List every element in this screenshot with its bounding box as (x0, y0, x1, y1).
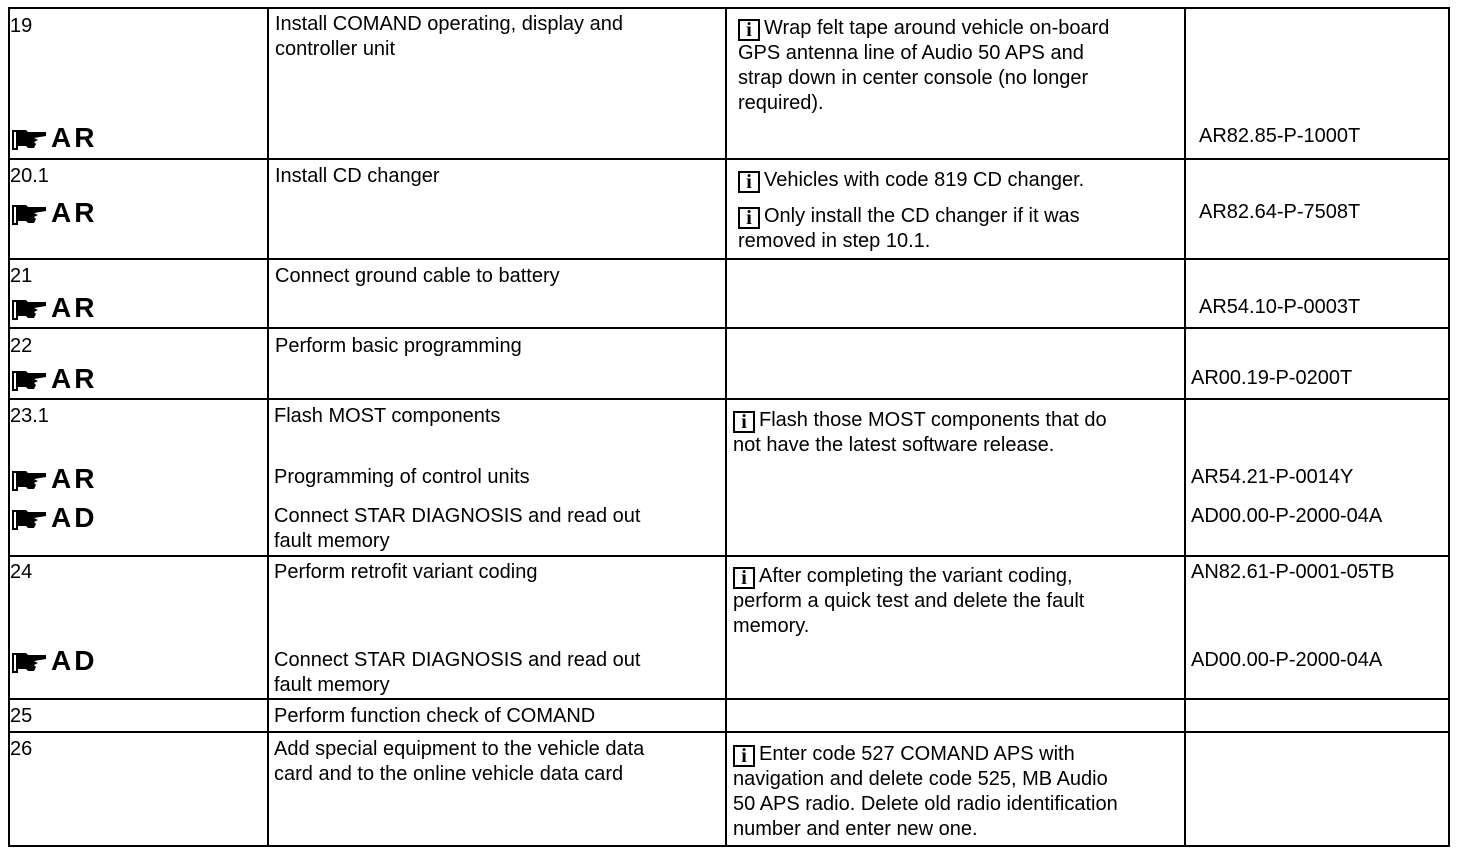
marker-code: AD (51, 502, 98, 533)
reference-marker (10, 292, 97, 322)
task-text: Perform basic programming (275, 335, 522, 357)
reference-id[interactable]: AD00.00-P-2000-04A (1191, 505, 1383, 527)
task-text: Install COMAND operating, display and controller unit (275, 13, 623, 60)
task-text: Programming of control units (274, 466, 530, 488)
row-divider (8, 398, 1450, 400)
reference-id[interactable]: AR54.10-P-0003T (1199, 296, 1361, 318)
marker-code: AR (51, 463, 98, 494)
info-icon: i (738, 171, 760, 193)
task-text: Connect ground cable to battery (275, 265, 560, 287)
marker-code: AR (51, 197, 98, 228)
note-text: i Enter code 527 COMAND APS with navigation and delete code 525, MB Audio 50 APS radio. Delete old radio identification number and enter new one. (733, 743, 1118, 840)
reference-marker (10, 463, 97, 493)
info-icon: i (738, 19, 760, 41)
info-icon: i (733, 411, 755, 433)
reference-marker (10, 502, 97, 532)
reference-id[interactable]: AR82.64-P-7508T (1199, 201, 1361, 223)
info-icon: i (733, 567, 755, 589)
row-divider (8, 158, 1450, 160)
marker-code: AR (51, 122, 98, 153)
reference-id[interactable]: AN82.61-P-0001-05TB (1191, 561, 1395, 583)
column-divider (1448, 7, 1450, 847)
reference-id[interactable]: AD00.00-P-2000-04A (1191, 649, 1383, 671)
note-text: i Wrap felt tape around vehicle on-board GPS antenna line of Audio 50 APS and strap down in center console (no longer required). (738, 17, 1110, 114)
reference-id[interactable]: AR54.21-P-0014Y (1191, 466, 1354, 488)
pointing-hand-icon (10, 367, 48, 393)
note-text: i Vehicles with code 819 CD changer. (738, 168, 1084, 193)
step-number: 22 (10, 335, 33, 357)
step-number: 19 (10, 15, 33, 37)
row-divider (8, 258, 1450, 260)
task-text: Connect STAR DIAGNOSIS and read out fault memory (274, 649, 641, 696)
column-divider (267, 7, 269, 847)
task-text: Perform retrofit variant coding (274, 561, 538, 583)
row-divider (8, 555, 1450, 557)
note-text: i Only install the CD changer if it was removed in step 10.1. (738, 205, 1080, 252)
note-text: i After completing the variant coding, perform a quick test and delete the fault memory. (733, 565, 1085, 637)
row-divider (8, 698, 1450, 700)
note-text: i Flash those MOST components that do not have the latest software release. (733, 409, 1107, 456)
pointing-hand-icon (10, 201, 48, 227)
reference-id[interactable]: AR82.85-P-1000T (1199, 125, 1361, 147)
marker-code: AD (51, 645, 98, 676)
step-number: 25 (10, 705, 33, 727)
row-divider (8, 327, 1450, 329)
step-number: 24 (10, 561, 33, 583)
column-divider (1184, 7, 1186, 847)
step-number: 26 (10, 738, 33, 760)
step-number: 20.1 (10, 165, 49, 187)
info-icon: i (738, 207, 760, 229)
pointing-hand-icon (10, 467, 48, 493)
reference-marker (10, 122, 97, 152)
task-text: Flash MOST components (274, 405, 501, 427)
pointing-hand-icon (10, 296, 48, 322)
row-divider (8, 845, 1450, 847)
pointing-hand-icon (10, 649, 48, 675)
row-divider (8, 7, 1450, 9)
step-number: 23.1 (10, 405, 49, 427)
step-number: 21 (10, 265, 33, 287)
reference-marker (10, 197, 97, 227)
row-divider (8, 731, 1450, 733)
task-text: Perform function check of COMAND (274, 705, 596, 727)
info-icon: i (733, 745, 755, 767)
marker-code: AR (51, 292, 98, 323)
column-divider (725, 7, 727, 847)
task-text: Install CD changer (275, 165, 440, 187)
reference-marker (10, 645, 97, 675)
pointing-hand-icon (10, 506, 48, 532)
pointing-hand-icon (10, 126, 48, 152)
reference-id[interactable]: AR00.19-P-0200T (1191, 367, 1353, 389)
reference-marker (10, 363, 97, 393)
marker-code: AR (51, 363, 98, 394)
task-text: Add special equipment to the vehicle data card and to the online vehicle data card (274, 738, 645, 785)
task-text: Connect STAR DIAGNOSIS and read out fault memory (274, 505, 641, 552)
